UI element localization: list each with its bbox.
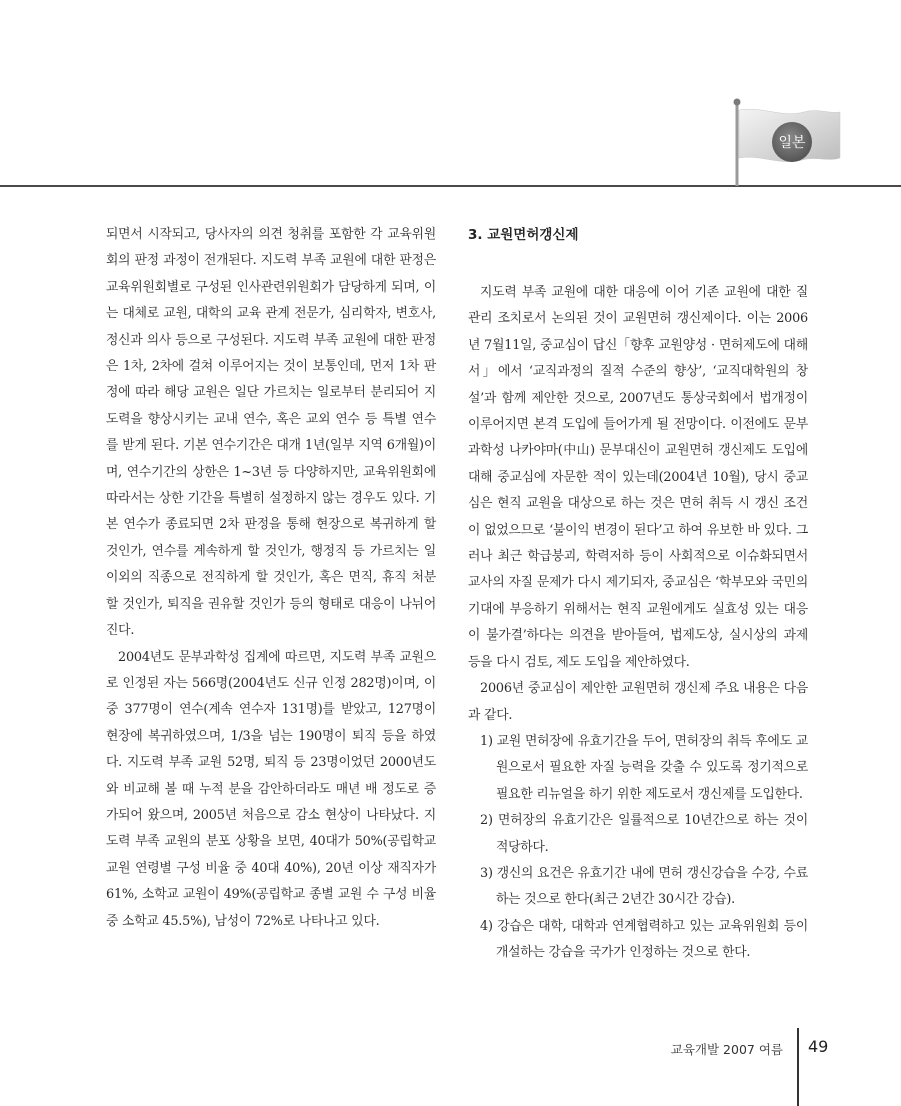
body-paragraph: 되면서 시작되고, 당사자의 의견 청취를 포함한 각 교육위원회의 판정 과정이 전개된다. 지도력 부족 교원에 대한 판정은 교육위원회별로 구성된 인사관련위원회가 담당하게 되며, 이는 대체로 교원, 대학의 교육 관계 전문가, 심리학자, 변호사, 정신과 의사 등으로 구성된다. 지도력 부족 교원에 대한 판정은 1차, 2차에 걸쳐 이루어지는 것이 보통인데, 먼저 1차 판정에 따라 해당 교원은 일단 가르치는 일로부터 분리되어 지도력을 향상시키는 교내 연수, 혹은 교외 연수 등 특별 연수를 받게 된다. 기본 연수기간은 대개 1년(일부 지역 6개월)이며, 연수기간의 상한은 1~3년 등 다양하지만, 교육위원회에 따라서는 상한 기간을 특별히 설정하지 않는 경우도 있다. 기본 연수가 종료되면 2차 판정을 통해 현장으로 복귀하게 할 것인가, 연수를 계속하게 할 것인가, 행정직 등 가르치는 일 이외의 직종으로 전직하게 할 것인가, 혹은 면직, 휴직 처분할 것인가, 퇴직을 권유할 것인가 등의 형태로 대응이 나뉘어 진다. xyxy=(106,227,436,639)
list-item: 1) 교원 면허장에 유효기간을 두어, 면허장의 취득 후에도 교원으로서 필요한 자질 능력을 갖출 수 있도록 정기적으로 필요한 리뉴얼을 하기 위한 제도로서 갱신제를 도입한다. xyxy=(480,733,808,802)
flag-label: 일본 xyxy=(778,135,806,151)
body-paragraph: 2006년 중교심이 제안한 교원면허 갱신제 주요 내용은 다음과 같다. xyxy=(468,681,808,723)
list-item: 3) 갱신의 요건은 유효기간 내에 면허 갱신강습을 수강, 수료하는 것으로 한다(최근 2년간 30시간 강습). xyxy=(480,865,808,908)
page-number: 49 xyxy=(808,1037,829,1056)
list-item: 4) 강습은 대학, 대학과 연계협력하고 있는 교육위원회 등이 개설하는 강습을 국가가 인정하는 것으로 한다. xyxy=(480,918,808,961)
publication-title: 교육개발 2007 여름 xyxy=(670,1042,783,1057)
footer-divider xyxy=(797,1028,799,1106)
right-column xyxy=(468,222,808,967)
left-column xyxy=(106,222,436,935)
japan-flag-icon xyxy=(722,96,842,186)
body-paragraph: 지도력 부족 교원에 대한 대응에 이어 기존 교원에 대한 질 관리 조치로서 논의된 것이 교원면허 갱신제이다. 이는 2006년 7월11일, 중교심이 답신「향후 교원양성 · 면허제도에 대해서」에서 ‘교직과정의 질적 수준의 향상’, ‘교직대학원의 창설’과 함께 제안한 것으로, 2007년도 통상국회에서 법개정이 이루어지면 본격 도입에 들어가게 될 전망이다. 이전에도 문부과학성 나카야마(中山) 문부대신이 교원면허 갱신제도 도입에 대해 중교심에 자문한 적이 있는데(2004년 10월), 당시 중교심은 현직 교원을 대상으로 하는 것은 면허 취득 시 갱신 조건이 없었으므로 ‘불이익 변경이 된다’고 하여 유보한 바 있다. 그러나 최근 학급붕괴, 학력저하 등이 사회적으로 이슈화되면서 교사의 자질 문제가 다시 제기되자, 중교심은 ‘학부모와 국민의 기대에 부응하기 위해서는 현직 교원에게도 실효성 있는 대응이 불가결’하다는 의견을 받아들여, 법제도상, 실시상의 과제 등을 다시 검토, 제도 도입을 제안하였다. xyxy=(468,285,808,670)
section-heading: 3. 교원면허갱신제 xyxy=(468,227,579,243)
list-item: 2) 면허장의 유효기간은 일률적으로 10년간으로 하는 것이 적당하다. xyxy=(480,813,808,855)
body-paragraph: 2004년도 문부과학성 집계에 따르면, 지도력 부족 교원으로 인정된 자는 566명(2004년도 신규 인정 282명)이며, 이 중 377명이 연수(계속 연수자 131명)를 받았고, 127명이 현장에 복귀하였으며, 1/3을 넘는 190명이 퇴직 등을 하였다. 지도력 부족 교원 52명, 퇴직 등 23명이었던 2000년도와 비교해 볼 때 누적 분을 감안하더라도 매년 배 정도로 증가되어 왔으며, 2005년 처음으로 감소 현상이 나타났다. 지도력 부족 교원의 분포 상황을 보면, 40대가 50%(공립학교 교원 연령별 구성 비율 중 40대 40%), 20년 이상 재직자가 61%, 소학교 교원이 49%(공립학교 종별 교원 수 구성 비율 중 소학교 45.5%), 남성이 72%로 나타나고 있다. xyxy=(106,649,436,929)
